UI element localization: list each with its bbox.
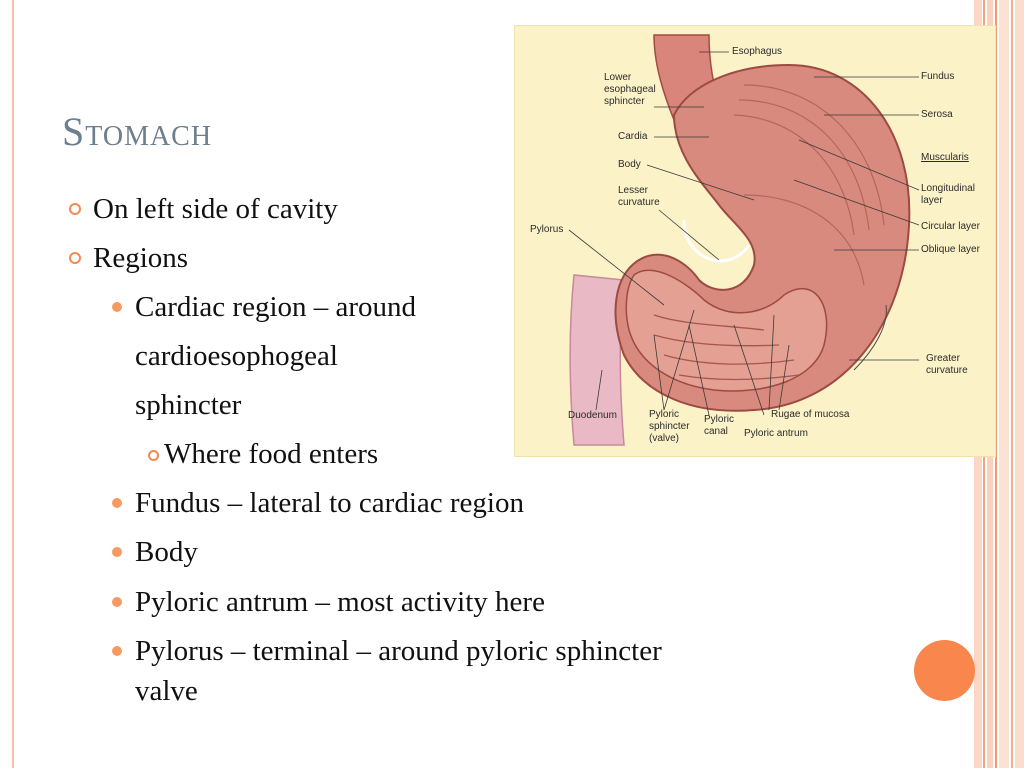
bullet-marker-icon (148, 450, 159, 461)
bullet-text: Where food enters (164, 438, 379, 470)
bullet-item (135, 635, 662, 667)
label-pyloric-sphincter: Pyloric sphincter (valve) (649, 409, 690, 444)
bullet-item (135, 586, 545, 618)
label-muscularis: Muscularis (921, 152, 969, 163)
bullet-text: Body (135, 536, 198, 568)
label-fundus: Fundus (921, 71, 955, 82)
label-esophagus: Esophagus (732, 46, 783, 57)
bullet-continuation (135, 340, 338, 372)
label-serosa: Serosa (921, 109, 953, 120)
label-body: Body (618, 159, 641, 170)
label-pyloric-antrum: Pyloric antrum (744, 428, 808, 439)
label-rugae-of-mucosa: Rugae of mucosa (771, 409, 850, 420)
bullet-text: Pyloric antrum – most activity here (135, 586, 545, 618)
label-pyloric-canal: Pyloric canal (704, 414, 735, 437)
bullet-text: Pylorus – terminal – around pyloric sphincter (135, 635, 662, 667)
label-oblique-layer: Oblique layer (921, 244, 980, 255)
bullet-marker-icon (112, 302, 122, 312)
bullet-marker-icon (112, 547, 122, 557)
bullet-marker-icon (69, 203, 81, 215)
label-lesser-curvature: Lesser curvature (618, 185, 660, 208)
bullet-item (164, 438, 378, 470)
bullet-text: On left side of cavity (93, 193, 338, 225)
label-greater-curvature: Greater curvature (926, 353, 968, 376)
bullet-text: valve (135, 675, 198, 707)
stomach-illustration (514, 25, 996, 457)
bullet-text: sphincter (135, 389, 242, 421)
bullet-item (135, 536, 198, 568)
slide-title: Stomach (62, 109, 213, 154)
bullet-text: Fundus – lateral to cardiac region (135, 487, 524, 519)
left-frame-line (12, 0, 14, 768)
bullet-marker-icon (112, 646, 122, 656)
bullet-continuation (135, 675, 198, 707)
label-circular-layer: Circular layer (921, 221, 980, 232)
bullet-marker-icon (112, 498, 122, 508)
label-pylorus: Pylorus (530, 224, 564, 235)
bullet-item (93, 193, 338, 225)
bullet-text: Cardiac region – around (135, 291, 417, 323)
label-duodenum: Duodenum (568, 410, 617, 421)
bullet-marker-icon (112, 597, 122, 607)
bullet-continuation (135, 389, 241, 421)
stomach-diagram (514, 25, 996, 457)
decorative-stripe (999, 0, 1009, 768)
decorative-stripe (1015, 0, 1024, 768)
decorative-stripe (1011, 0, 1013, 768)
label-longitudinal-layer: Longitudinal layer (921, 183, 975, 206)
bullet-marker-icon (69, 252, 81, 264)
label-cardia: Cardia (618, 131, 648, 142)
bullet-item (93, 242, 188, 274)
bullet-item (135, 291, 416, 323)
label-lower-esophageal-sphincter: Lower esophageal sphincter (604, 72, 656, 107)
bullet-item (135, 487, 524, 519)
bullet-text: Regions (93, 242, 189, 274)
decorative-circle (914, 640, 975, 701)
bullet-text: cardioesophogeal (135, 340, 338, 372)
